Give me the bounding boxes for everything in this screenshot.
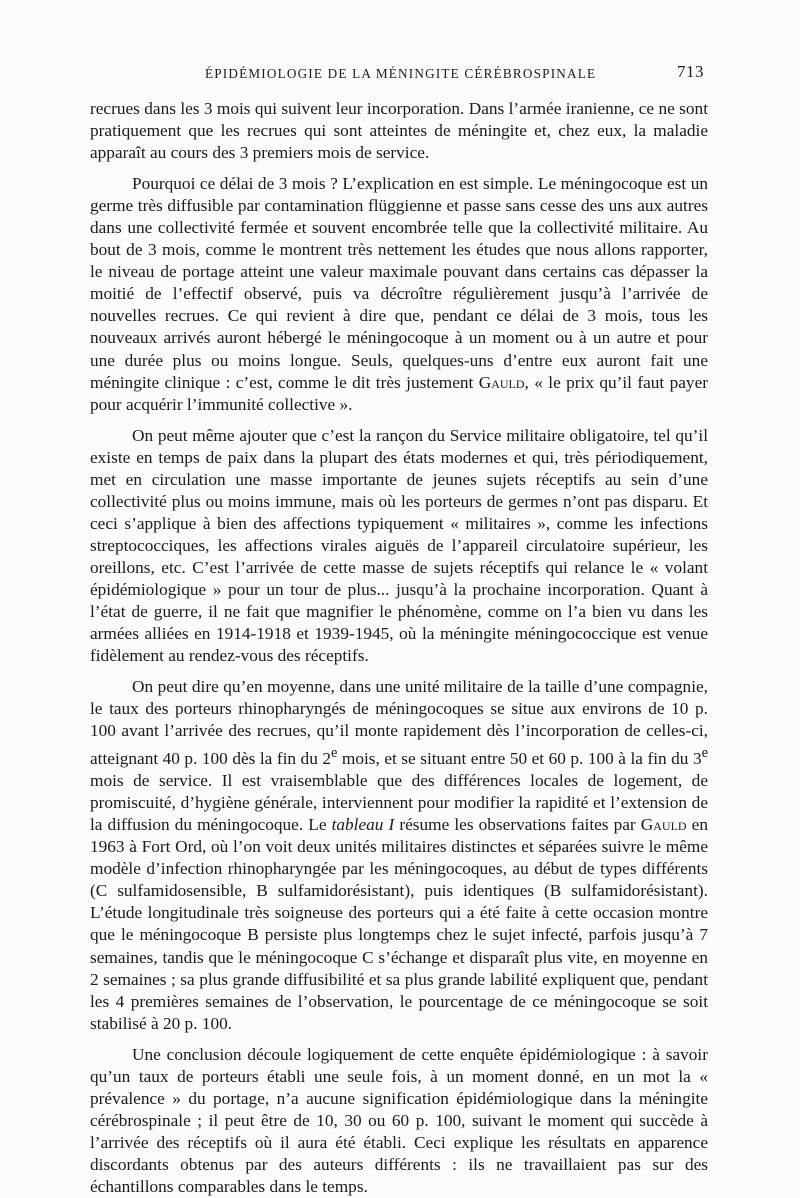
page-number: 713 bbox=[677, 62, 704, 81]
table-reference: tableau I bbox=[331, 815, 395, 835]
superscript-e: e bbox=[701, 745, 708, 762]
paragraph-2-tail: , « le prix qu’il faut payer pour acquérir l’immunité collective ». bbox=[90, 372, 708, 414]
paragraph-5: Une conclusion découle logiquement de cette enquête épidémiologique : à savoir qu’un taux de porteurs établi une seule fois, à un moment donné, en un mot la « prévalence » du portage, n’a aucune signification épidémiologique dans la méningite cérébrospinale ; il peut être de 10, 30 ou 60 p. 100, suivant le moment qui succède à l’arrivée des réceptifs où il aura été établi. Ceci explique les résultats en apparence discordants obtenus par des auteurs différents : ils ne travaillaient pas sur des échantillons comparables dans le temps. bbox=[90, 1044, 708, 1196]
paragraph-2 bbox=[90, 173, 708, 416]
paragraph-4-text-b: mois, et se situant entre 50 et 60 p. 100 à la fin du 3 bbox=[337, 749, 702, 769]
superscript-e: e bbox=[330, 745, 338, 762]
paragraph-4-text-d: résume les observations faites par bbox=[394, 815, 641, 835]
paragraph-2-text: Pourquoi ce délai de 3 mois ? L’explication en est simple. Le méningocoque est un germe très diffusible par contamination flüggienne et passe sans cesse des uns aux autres dans une collectivité fermée et souvent encombrée telle que la collectivité militaire. Au bout de 3 mois, comme le montrent très nettement les études que nous allons rapporter, le niveau de portage atteint une valeur maximale pouvant dans certains cas dépasser la moitié de l’effectif observé, puis va décroître régulièrement jusqu’à l’arrivée de nouvelles recrues. Ce qui revient à dire que, pendant ce délai de 3 mois, tous les nouveaux arrivés auront hébergé le méningocoque à un moment ou à un autre et pour une durée plus ou moins longue. Seuls, quelques-uns d’entre eux auront fait une méningite clinique : c’est, comme le dit très justement bbox=[90, 174, 708, 392]
running-title: ÉPIDÉMIOLOGIE DE LA MÉNINGITE CÉRÉBROSPINALE bbox=[205, 66, 597, 81]
paragraph-4-text-c: mois de service. Il est vraisemblable que des différences locales de logement, de promiscuité, d’hygiène générale, interviennent pour modifier la rapidité et l’extension de la diffusion du méningocoque. Le bbox=[90, 771, 708, 835]
paragraph-1: recrues dans les 3 mois qui suivent leur incorporation. Dans l’armée iranienne, ce ne sont pratiquement que les recrues qui sont atteintes de méningite et, chez eux, la maladie apparaît au cours des 3 premiers mois de service. bbox=[90, 99, 708, 163]
paragraph-4 bbox=[90, 676, 708, 1035]
author-name: Gauld bbox=[478, 372, 525, 392]
paragraph-4-text-a: On peut dire qu’en moyenne, dans une unité militaire de la taille d’une compagnie, le taux des porteurs rhinopharyngés de méningocoques se situe aux environs de 10 p. 100 avant l’arrivée des recrues, qu’il monte rapidement dès l’incorporation de celles-ci, atteignant 40 p. 100 dès la fin du 2 bbox=[90, 677, 708, 769]
paragraph-4-text-e: en 1963 à Fort Ord, où l’on voit deux unités militaires distinctes et séparées suivre le même modèle d’infection rhinopharyngée par les méningocoques, au début de types différents (C sulfamidosensible, B sulfamidorésistant), puis identiques (B sulfamidorésistant). L’étude longitudinale très soigneuse des porteurs qui a été faite à cette occasion montre que le méningocoque B persiste plus longtemps chez le sujet infecté, parfois jusqu’à 7 semaines, tandis que le méningocoque C s’échange et disparaît plus vite, en moyenne en 2 semaines ; sa plus grande diffusibilité et sa plus grande labilité expliquent que, pendant les 4 premières semaines de l’observation, le pourcentage de ce méningocoque se soit stabilisé à 20 p. 100. bbox=[90, 815, 708, 1033]
running-header bbox=[92, 62, 708, 84]
paragraph-3: On peut même ajouter que c’est la rançon du Service militaire obligatoire, tel qu’il existe en temps de paix dans la plupart des états modernes et qui, très périodiquement, met en circulation une masse importante de jeunes sujets réceptifs au sein d’une collectivité plus ou moins immune, mais où les porteurs de germes n’ont pas disparu. Et ceci s’applique à bien des affections typiquement « militaires », comme les infections streptococciques, les affections virales aiguës de l’appareil circulatoire supérieur, les oreillons, etc. C’est l’arrivée de cette masse de sujets réceptifs qui relance le « volant épidémiologique » pour un tour de plus... jusqu’à la prochaine incorporation. Quant à l’état de guerre, il ne fait que magnifier le phénomène, comme on l’a bien vu dans les armées alliées en 1914-1918 et 1939-1945, où la méningite méningococcique est venue fidèlement au rendez-vous des réceptifs. bbox=[90, 425, 708, 666]
body-text bbox=[90, 98, 708, 1198]
author-name: Gauld bbox=[640, 815, 687, 835]
